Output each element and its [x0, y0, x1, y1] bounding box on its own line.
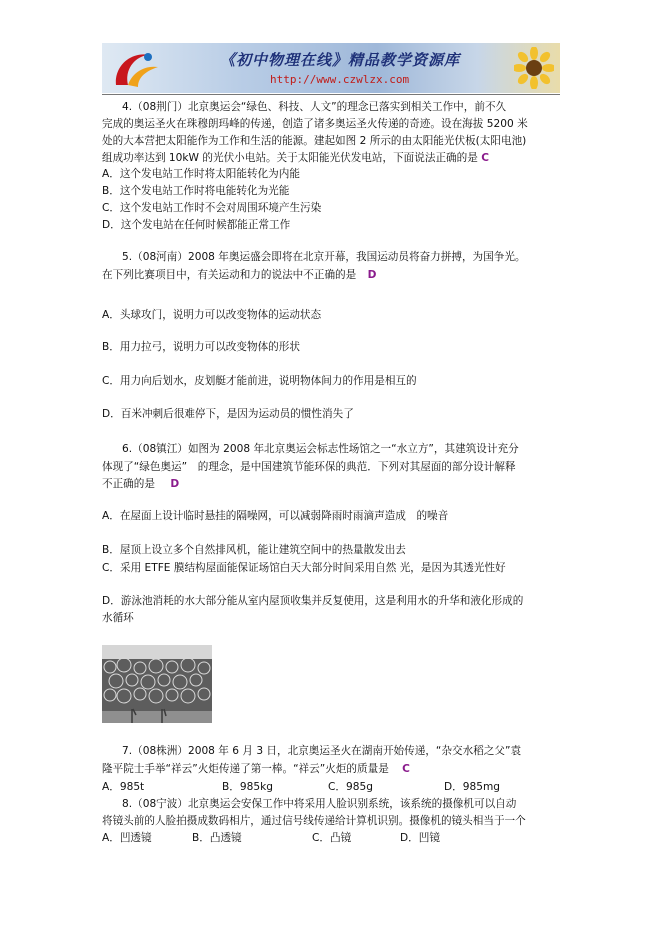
q5-option-c: C．用力向后划水，皮划艇才能前进，说明物体间力的作用是相互的: [102, 375, 417, 387]
banner-url[interactable]: http://www.czwlzx.com: [270, 73, 410, 86]
q4-line-2: 完成的奥运圣火在珠穆朗玛峰的传递，创造了诸多奥运圣火传递的奇迹。设在海拔 5200 米: [102, 118, 528, 130]
q4-line-3: 处的大本营把太阳能作为工作和生活的能源。建起如图 2 所示的由太阳能光伏板(太阳电池): [102, 135, 527, 147]
water-cube-image: [102, 645, 212, 723]
q6-option-c: C．采用 ETFE 膜结构屋面能保证场馆白天大部分时间采用自然 光，是因为其透光性好: [102, 562, 506, 574]
q8-line-1: 8.（08宁波）北京奥运会安保工作中将采用人脸识别系统，该系统的摄像机可以自动: [122, 798, 517, 810]
banner-title: 《初中物理在线》精品教学资源库: [220, 51, 461, 69]
q8-option-a: A．凹透镜: [102, 832, 152, 844]
q4-line-1: 4.（08荆门）北京奥运会“绿色、科技、人文”的理念已落实到相关工作中，前不久: [122, 101, 507, 113]
q6-line-2: 体现了“绿色奥运” 的理念，是中国建筑节能环保的典范．下列对其屋面的部分设计解释: [102, 461, 516, 473]
q8-option-c: C．凸镜: [312, 832, 352, 844]
q6-line-3-text: 不正确的是: [102, 478, 155, 490]
q5-option-a: A．头球攻门，说明力可以改变物体的运动状态: [102, 309, 322, 321]
q7-line-1: 7.（08株洲）2008 年 6 月 3 日，北京奥运圣火在湖南开始传递，“杂交水稻之父”袁: [122, 745, 522, 757]
q8-option-d: D．凹镜: [400, 832, 440, 844]
q6-option-b: B．屋顶上设立多个自然排风机，能让建筑空间中的热量散发出去: [102, 544, 406, 556]
q7-answer: C: [402, 763, 410, 775]
q5-line-2-text: 在下列比赛项目中，有关运动和力的说法中不正确的是: [102, 269, 357, 281]
water-cube-photo: [102, 645, 212, 723]
q5-answer: D: [367, 269, 377, 281]
q7-option-d: D．985mg: [444, 781, 501, 793]
q6-option-a: A．在屋面上设计临时悬挂的隔噪网，可以减弱降雨时雨滴声造成 的噪音: [102, 510, 449, 522]
q5-line-2: [102, 268, 376, 282]
q5-option-b: B．用力拉弓，说明力可以改变物体的形状: [102, 341, 300, 353]
q4-option-b: B．这个发电站工作时将电能转化为光能: [102, 185, 290, 197]
q7-option-b: B．985kg: [222, 781, 273, 793]
sunflower-icon: [514, 47, 554, 89]
q6-line-1: 6.（08镇江）如图为 2008 年北京奥运会标志性场馆之一“水立方”，其建筑设计充分: [122, 443, 519, 455]
q8-option-b: B．凸透镜: [192, 832, 242, 844]
q7-option-c: C．985g: [328, 781, 373, 793]
q8-line-2: 将镜头前的人脸拍摄成数码相片，通过信号线传递给计算机识别。摄像机的镜头相当于一个: [102, 815, 526, 827]
q7-line-2-text: 隆平院士手举“祥云”火炬传递了第一棒。“祥云”火炬的质量是: [102, 763, 389, 775]
q7-line-2: [102, 762, 410, 776]
q4-answer: C: [481, 152, 489, 164]
q5-line-1: 5.（08河南）2008 年奥运盛会即将在北京开幕，我国运动员将奋力拼搏，为国争光。: [122, 251, 526, 263]
q5-option-d: D．百米冲刺后很难停下，是因为运动员的惯性消失了: [102, 408, 354, 420]
q6-option-d-cont: 水循环: [102, 612, 134, 624]
q4-option-c: C．这个发电站工作时不会对周围环境产生污染: [102, 202, 322, 214]
header-divider: [102, 94, 560, 95]
q6-option-d: D．游泳池消耗的水大部分能从室内屋顶收集并反复使用，这是利用水的升华和液化形成的: [102, 595, 524, 607]
q4-line-4: [102, 151, 489, 165]
q4-option-d: D．这个发电站在任何时候都能正常工作: [102, 219, 291, 231]
q6-answer: D: [170, 478, 180, 490]
header-banner: [102, 43, 560, 93]
site-logo-icon: [110, 45, 162, 91]
q4-option-a: A．这个发电站工作时将太阳能转化为内能: [102, 168, 300, 180]
q4-line-4-text: 组成功率达到 10kW 的光伏小电站。关于太阳能光伏发电站，下面说法正确的是: [102, 152, 478, 164]
q7-option-a: A．985t: [102, 781, 145, 793]
q6-line-3: [102, 477, 179, 491]
